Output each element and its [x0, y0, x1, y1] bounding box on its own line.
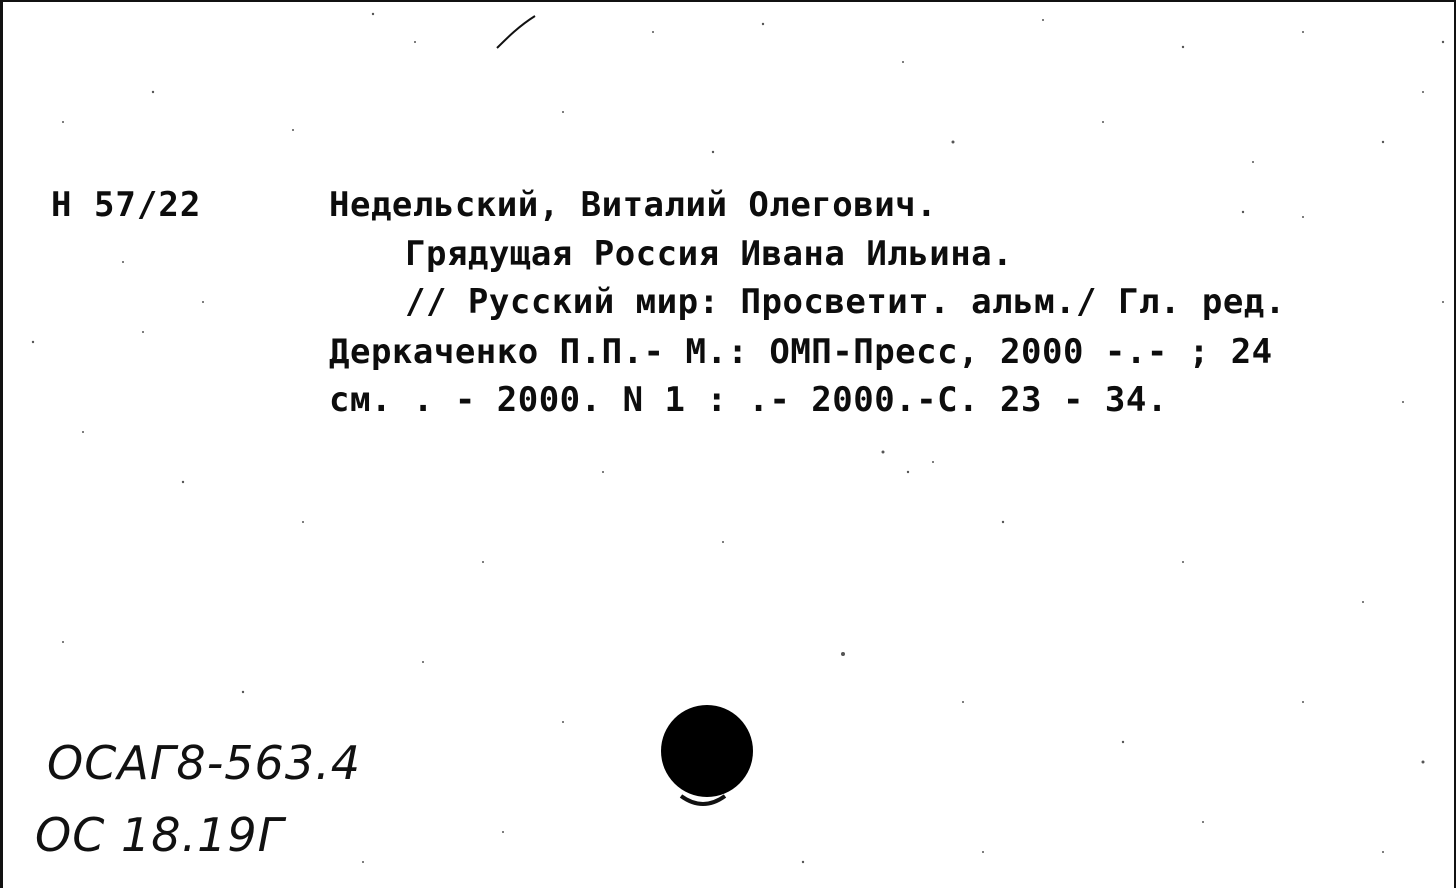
punch-hole-shadow	[679, 792, 727, 810]
source-line: // Русский мир: Просветит. альм./ Гл. ред.	[405, 282, 1286, 322]
pen-tick-mark	[493, 12, 539, 52]
punch-hole	[661, 705, 753, 797]
handwritten-secondary-code: ОС 18.19Г	[35, 808, 285, 862]
pages-line: см. . - 2000. N 1 : .- 2000.-С. 23 - 34.	[329, 380, 1168, 420]
author-line: Недельский, Виталий Олегович.	[329, 185, 938, 225]
title-line: Грядущая Россия Ивана Ильина.	[405, 234, 1014, 274]
shelfmark: Н 57/22	[51, 185, 202, 225]
handwritten-classification-code: ОСАГ8-563.4	[47, 736, 361, 790]
publisher-line: Деркаченко П.П.- М.: ОМП-Пресс, 2000 -.- ; 24	[329, 332, 1273, 372]
